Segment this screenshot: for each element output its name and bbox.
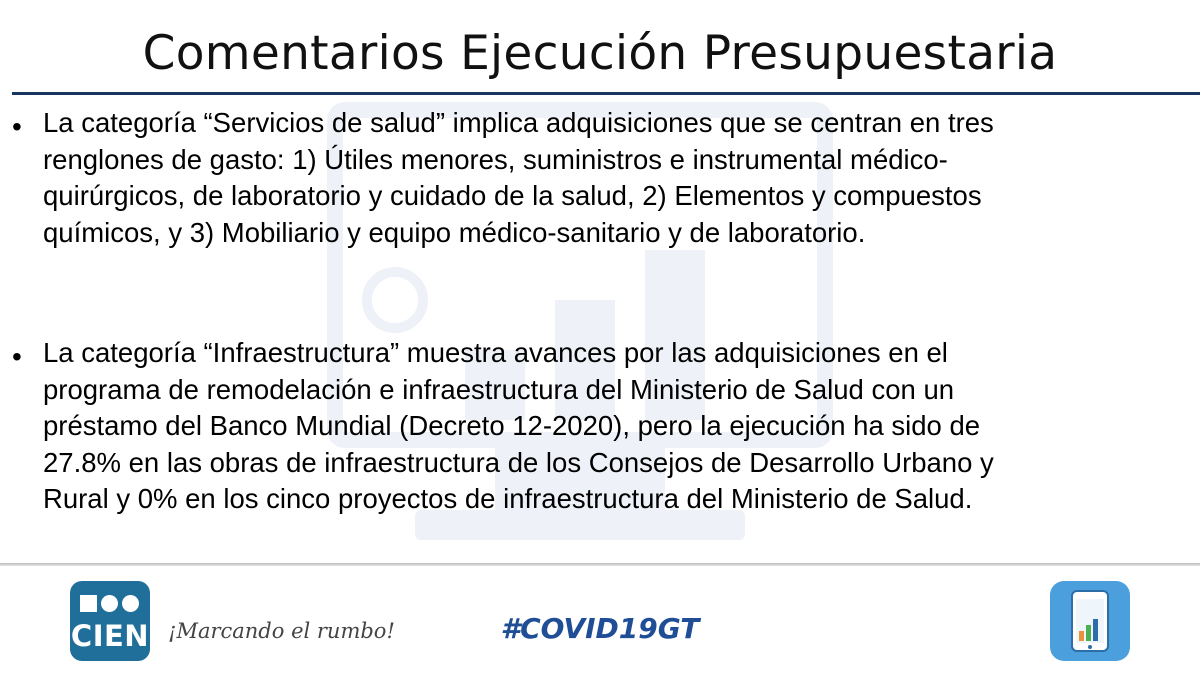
phone-chart-icon <box>1050 581 1130 661</box>
bullet-marker: • <box>12 111 22 142</box>
footer-divider <box>0 563 1200 566</box>
bullet-line: Rural y 0% en los cinco proyectos de infraestructura del Ministerio de Salud. <box>43 483 973 514</box>
bullet-line: programa de remodelación e infraestructura del Ministerio de Salud con un <box>43 373 955 405</box>
bullet-line: 27.8% en las obras de infraestructura de los Consejos de Desarrollo Urbano y <box>43 446 994 478</box>
bullet-text <box>43 335 1183 518</box>
bullet-line: químicos, y 3) Mobiliario y equipo médico-sanitario y de laboratorio. <box>43 216 866 248</box>
title-divider <box>12 92 1200 95</box>
cien-logo <box>70 581 150 661</box>
bullet-line: La categoría “Servicios de salud” implica adquisiciones que se centran en tres <box>43 107 994 138</box>
bullet-marker: • <box>12 341 22 372</box>
bullet-line: préstamo del Banco Mundial (Decreto 12-2020), pero la ejecución ha sido de <box>43 410 981 441</box>
bullet-line: La categoría “Infraestructura” muestra avances por las adquisiciones en el <box>43 337 948 368</box>
hashtag: #COVID19GT <box>500 612 700 645</box>
bullet-text <box>43 105 1183 251</box>
bullet-line: quirúrgicos, de laboratorio y cuidado de la salud, 2) Elementos y compuestos <box>43 180 982 211</box>
logo-mark-icon <box>80 595 139 612</box>
slide-title: Comentarios Ejecución Presupuestaria <box>142 26 1058 81</box>
bullet-line: renglones de gasto: 1) Útiles menores, suministros e instrumental médico- <box>43 143 948 175</box>
tagline: ¡Marcando el rumbo! <box>168 619 395 643</box>
logo-text: CIEN <box>70 619 150 653</box>
